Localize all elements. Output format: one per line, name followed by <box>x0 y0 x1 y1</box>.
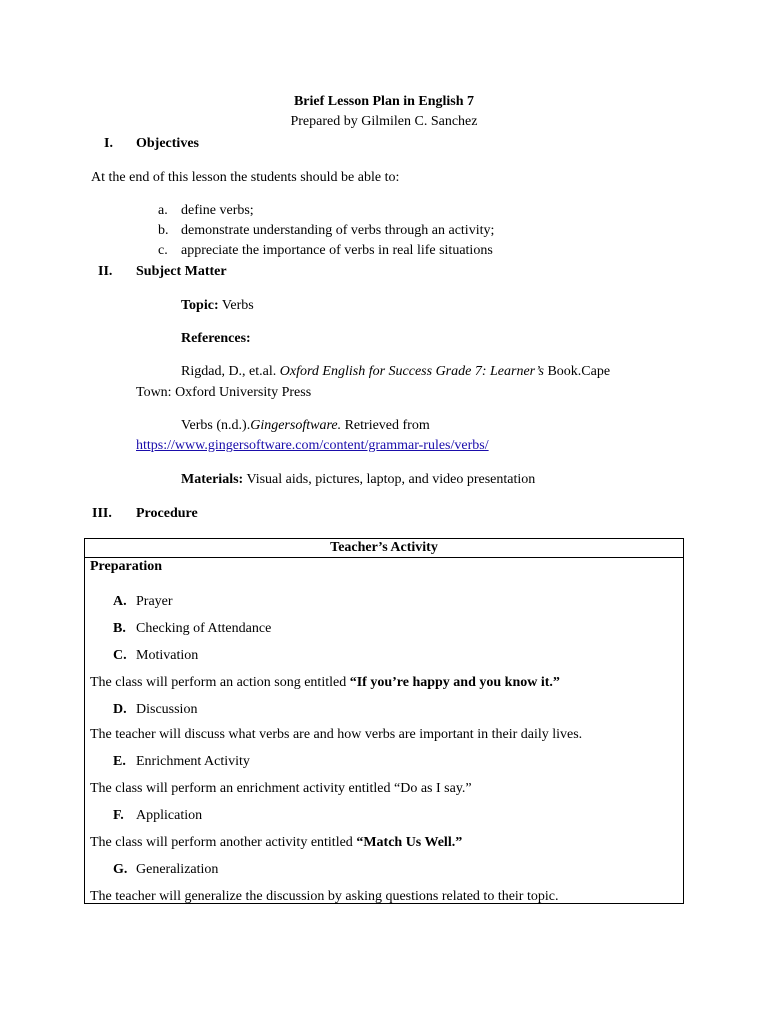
topic-value: Verbs <box>221 298 254 313</box>
table-header-cell: Teacher’s Activity <box>85 539 683 558</box>
objective-marker: b. <box>158 223 169 238</box>
topic-label: Topic: <box>181 298 219 313</box>
materials-value: Visual aids, pictures, laptop, and video presentation <box>246 472 536 487</box>
reference-url-link[interactable]: https://www.gingersoftware.com/content/grammar-rules/verbs/ <box>136 438 489 453</box>
objective-item: define verbs; <box>181 203 254 218</box>
section-numeral-subject-matter: II. <box>98 264 113 279</box>
objective-item: appreciate the importance of verbs in real life situations <box>181 243 493 258</box>
document-title: Brief Lesson Plan in English 7 <box>293 94 475 109</box>
objective-marker: c. <box>158 243 168 258</box>
reference-2-suffix: Retrieved from <box>344 418 430 433</box>
objectives-intro: At the end of this lesson the students should be able to: <box>91 170 400 185</box>
application-desc-prefix: The class will perform another activity entitled <box>90 835 353 850</box>
section-numeral-objectives: I. <box>104 136 113 151</box>
reference-1 <box>181 363 610 381</box>
discussion-description: The teacher will discuss what verbs are and how verbs are important in their daily lives. <box>90 727 583 742</box>
topic-line <box>181 297 254 315</box>
reference-1-line2: Town: Oxford University Press <box>136 385 312 400</box>
section-heading-objectives: Objectives <box>136 136 199 151</box>
references-label: References: <box>181 331 251 346</box>
motivation-desc-prefix: The class will perform an action song entitled <box>90 675 347 690</box>
reference-1-tail: Book.Cape <box>547 364 611 379</box>
motivation-description <box>90 674 560 692</box>
step-label-motivation: Motivation <box>136 648 199 663</box>
step-label-prayer: Prayer <box>136 594 173 609</box>
section-heading-subject-matter: Subject Matter <box>136 264 227 279</box>
objective-marker: a. <box>158 203 168 218</box>
step-letter: C. <box>113 648 127 663</box>
materials-label: Materials: <box>181 472 244 487</box>
reference-1-authors: Rigdad, D., et.al. <box>181 364 277 379</box>
reference-2-source: Gingersoftware. <box>250 418 342 433</box>
step-label-discussion: Discussion <box>136 702 198 717</box>
section-numeral-procedure: III. <box>92 506 112 521</box>
reference-2 <box>181 417 430 435</box>
reference-2-link-line <box>136 437 489 455</box>
enrichment-description: The class will perform an enrichment activity entitled “Do as I say.” <box>90 781 472 796</box>
step-letter: F. <box>113 808 124 823</box>
reference-1-title: Oxford English for Success Grade 7: Learner’s <box>279 364 544 379</box>
section-heading-procedure: Procedure <box>136 506 198 521</box>
step-label-attendance: Checking of Attendance <box>136 621 272 636</box>
application-description <box>90 834 462 852</box>
application-activity-title: “Match Us Well.” <box>356 835 463 850</box>
reference-2-prefix: Verbs (n.d.). <box>181 418 251 433</box>
objective-item: demonstrate understanding of verbs through an activity; <box>181 223 495 238</box>
generalization-description: The teacher will generalize the discussion by asking questions related to their topic. <box>90 889 559 904</box>
preparation-label: Preparation <box>90 559 163 574</box>
author-line: Prepared by Gilmilen C. Sanchez <box>290 114 478 129</box>
step-label-application: Application <box>136 808 203 823</box>
step-label-generalization: Generalization <box>136 862 219 877</box>
step-label-enrichment: Enrichment Activity <box>136 754 250 769</box>
step-letter: B. <box>113 621 126 636</box>
step-letter: D. <box>113 702 127 717</box>
materials-line <box>181 471 535 489</box>
motivation-song-title: “If you’re happy and you know it.” <box>349 675 560 690</box>
step-letter: A. <box>113 594 127 609</box>
step-letter: E. <box>113 754 126 769</box>
step-letter: G. <box>113 862 128 877</box>
